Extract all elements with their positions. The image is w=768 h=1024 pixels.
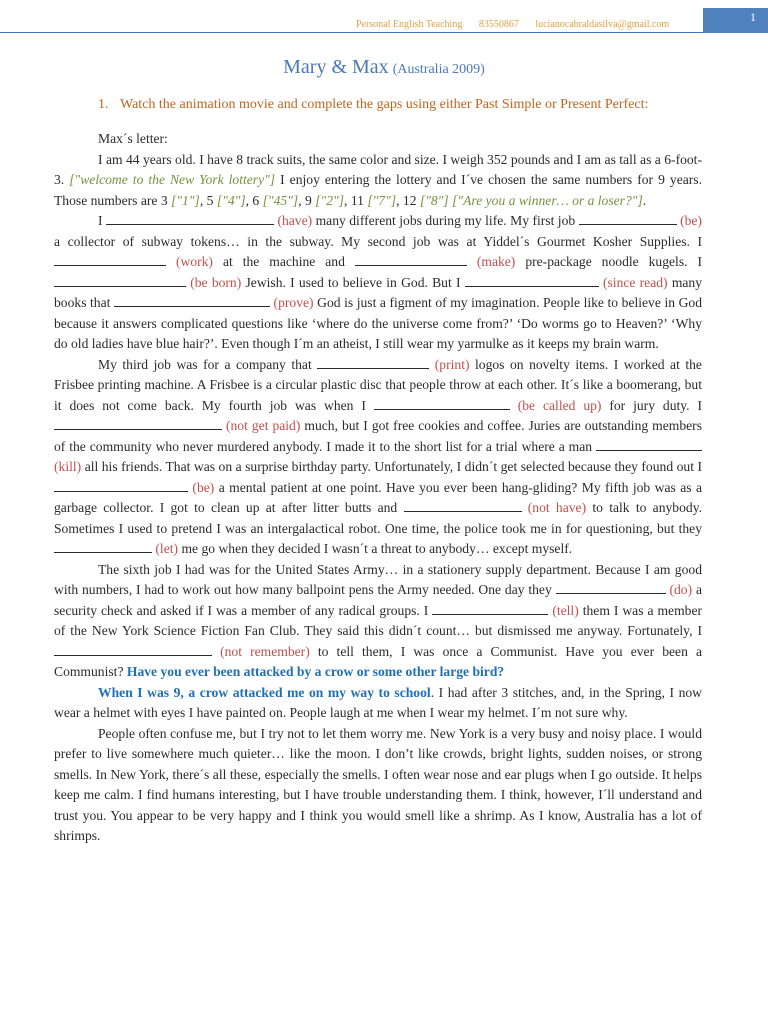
paragraph-5 bbox=[54, 683, 702, 724]
paragraph-1 bbox=[54, 150, 702, 212]
text: many books that bbox=[54, 274, 703, 310]
gap-field[interactable] bbox=[54, 416, 222, 430]
verb-hint: (tell) bbox=[552, 602, 579, 618]
green-note: ["8"] bbox=[419, 192, 449, 208]
verb-hint: (be) bbox=[680, 213, 702, 228]
document-title bbox=[0, 56, 768, 79]
page-number-box bbox=[703, 8, 768, 33]
verb-hint: (prove) bbox=[273, 295, 314, 310]
gap-field[interactable] bbox=[54, 539, 152, 553]
page-header bbox=[356, 19, 669, 30]
text: all his friends. That was on a surprise birthday party. Unfortunately, I didn´t get selected because they found out I bbox=[84, 459, 702, 474]
gap-field[interactable] bbox=[465, 273, 599, 287]
text: to talk to anybody. Sometimes I used to pretend I was an intergalactical robot. One time, the police took me in for questioning, but they bbox=[54, 500, 703, 536]
text: logos on novelty items. I worked at the Frisbee printing machine. A Frisbee is a circular plastic disc that people throw at each other. It´s like a boomerang, but it does not come back. My fourth job was when I bbox=[54, 356, 702, 413]
verb-hint: (do) bbox=[669, 582, 693, 597]
paragraph-4 bbox=[54, 560, 702, 683]
text: a collector of subway tokens… in the subway. My second job was at Yiddel´s Gourmet Kosher Supplies. I bbox=[54, 233, 702, 249]
exercise-number: 1. bbox=[98, 97, 109, 112]
verb-hint: (since read) bbox=[602, 274, 668, 290]
gap-field[interactable] bbox=[54, 478, 188, 492]
text: to tell them, I was once a Communist. Have you ever been a Communist? bbox=[54, 643, 702, 679]
text: The sixth job I had was for the United States Army… in a stationery supply department. Because I am good with numbers, I had to work out how many ballpoint pens the Army needed. One day they bbox=[54, 561, 702, 597]
green-note: ["4"] bbox=[216, 192, 246, 208]
text: them I was a member of the New York Science Fiction Fan Club. They said this didn´t count… but dismissed me anyway. Fortunately, I bbox=[54, 602, 703, 638]
gap-field[interactable] bbox=[106, 211, 274, 225]
text: , 11 bbox=[344, 192, 364, 208]
header-phone: 83550867 bbox=[478, 19, 519, 30]
verb-hint: (make) bbox=[476, 254, 516, 269]
green-note: ["welcome to the New York lottery"] bbox=[69, 172, 276, 187]
verb-hint: (kill) bbox=[54, 459, 82, 474]
title-sub: (Australia 2009) bbox=[392, 62, 485, 77]
exercise-text: Watch the animation movie and complete the gaps using either Past Simple or Present Perfect: bbox=[120, 97, 649, 112]
verb-hint: (not have) bbox=[527, 500, 587, 515]
verb-hint: (not get paid) bbox=[225, 418, 301, 433]
gap-field[interactable] bbox=[54, 252, 166, 266]
gap-field[interactable] bbox=[432, 601, 548, 615]
gap-field[interactable] bbox=[556, 580, 666, 594]
page-number: 1 bbox=[750, 10, 756, 24]
text: Jewish. I used to believe in God. But I bbox=[245, 274, 461, 290]
text: for jury duty. I bbox=[609, 397, 703, 413]
text: , 6 bbox=[245, 192, 260, 208]
text: at the machine and bbox=[222, 254, 345, 269]
text: a mental patient at one point. Have you ever been hang-gliding? My fifth job was as a garbage collector. I got to clean up at after litter butts and bbox=[54, 479, 702, 515]
gap-field[interactable] bbox=[114, 293, 270, 307]
highlight-answer: When I was 9, a crow attacked me on my way to school bbox=[98, 684, 431, 700]
green-note: ["Are you a winner… or a loser?"] bbox=[452, 192, 643, 208]
text: . I had after 3 stitches, and, in the Spring, I now wear a helmet with eyes I have painted on. People laugh at me when I wear my helmet. I´m not sure why. bbox=[54, 684, 702, 720]
header-teaching-name: Personal English Teaching bbox=[356, 19, 463, 30]
gap-field[interactable] bbox=[579, 211, 677, 225]
text: much, but I got free cookies and coffee. Juries are outstanding members of the community who never murdered anybody. I made it to the short list for a trial where a man bbox=[54, 418, 702, 454]
text: I bbox=[98, 213, 103, 228]
letter-body bbox=[54, 129, 702, 847]
text: many different jobs during my life. My first job bbox=[315, 213, 576, 228]
text: , 12 bbox=[396, 192, 417, 208]
green-note: ["45"] bbox=[262, 192, 299, 208]
header-rule bbox=[0, 32, 703, 33]
verb-hint: (be) bbox=[192, 479, 215, 495]
verb-hint: (have) bbox=[277, 213, 313, 228]
verb-hint: (be born) bbox=[190, 274, 242, 290]
title-main: Mary & Max bbox=[283, 56, 389, 78]
verb-hint: (let) bbox=[155, 541, 179, 556]
text: God is just a figment of my imagination. People like to believe in God because it answers complicated questions like ‘where do the universe come from?’ ‘Do worms go to Heaven?’ ‘Why do old ladies have blue hair?’. Even though I´m an atheist, I still wear my yarmulke as it keeps my brain warm. bbox=[54, 295, 702, 351]
text: , 9 bbox=[298, 192, 312, 208]
paragraph-6 bbox=[54, 724, 702, 847]
verb-hint: (work) bbox=[175, 254, 213, 269]
text: I am 44 years old. I have 8 track suits, the same color and size. I weigh 352 pounds and I am as tall as a 6-foot-3. bbox=[54, 151, 702, 187]
gap-field[interactable] bbox=[54, 273, 186, 287]
header-email: lucianocabraldasilva@gmail.com bbox=[535, 19, 670, 30]
paragraph-3 bbox=[54, 355, 702, 560]
text: People often confuse me, but I try not to let them worry me. New York is a very busy and noisy place. I would prefer to live somewhere much quieter… like the moon. I don’t like crowds, bright lights, sudden noises, or strong smells. In New York, there´s all these, especially the smells. I often wear nose and ear plugs when I go outside. It helps keep me calm. I find humans interesting, but I have trouble understanding them. I think, however, I´ll understand and trust you. You appear to be very happy and I think you would smell like a shrimp. As I know, Australia has a lot of shrimps. bbox=[54, 725, 702, 843]
green-note: ["2"] bbox=[315, 192, 345, 208]
green-note: ["7"] bbox=[367, 192, 397, 208]
text: My third job was for a company that bbox=[98, 356, 312, 372]
highlight-question: Have you ever been attacked by a crow or some other large bird? bbox=[126, 664, 505, 679]
verb-hint: (not remember) bbox=[220, 643, 310, 659]
text: pre-package noodle kugels. I bbox=[525, 254, 703, 269]
paragraph-2 bbox=[54, 211, 702, 355]
verb-hint: (be called up) bbox=[517, 397, 602, 413]
gap-field[interactable] bbox=[596, 437, 702, 451]
text: , 5 bbox=[199, 192, 214, 208]
text: a security check and asked if I was a member of any radical groups. I bbox=[54, 582, 702, 618]
gap-field[interactable] bbox=[404, 498, 522, 512]
letter-greeting: Max´s letter: bbox=[98, 131, 168, 146]
text: . bbox=[642, 192, 647, 208]
gap-field[interactable] bbox=[54, 642, 212, 656]
text: me go when they decided I wasn´t a threat to anybody… except myself. bbox=[181, 541, 573, 556]
green-note: ["1"] bbox=[171, 192, 200, 208]
gap-field[interactable] bbox=[374, 396, 510, 410]
verb-hint: (print) bbox=[434, 356, 470, 372]
exercise-instruction bbox=[98, 97, 648, 113]
gap-field[interactable] bbox=[317, 355, 429, 369]
text: I enjoy entering the lottery and I´ve chosen the same numbers for 9 years. Those numbers are 3 bbox=[54, 172, 702, 208]
gap-field[interactable] bbox=[355, 252, 467, 266]
